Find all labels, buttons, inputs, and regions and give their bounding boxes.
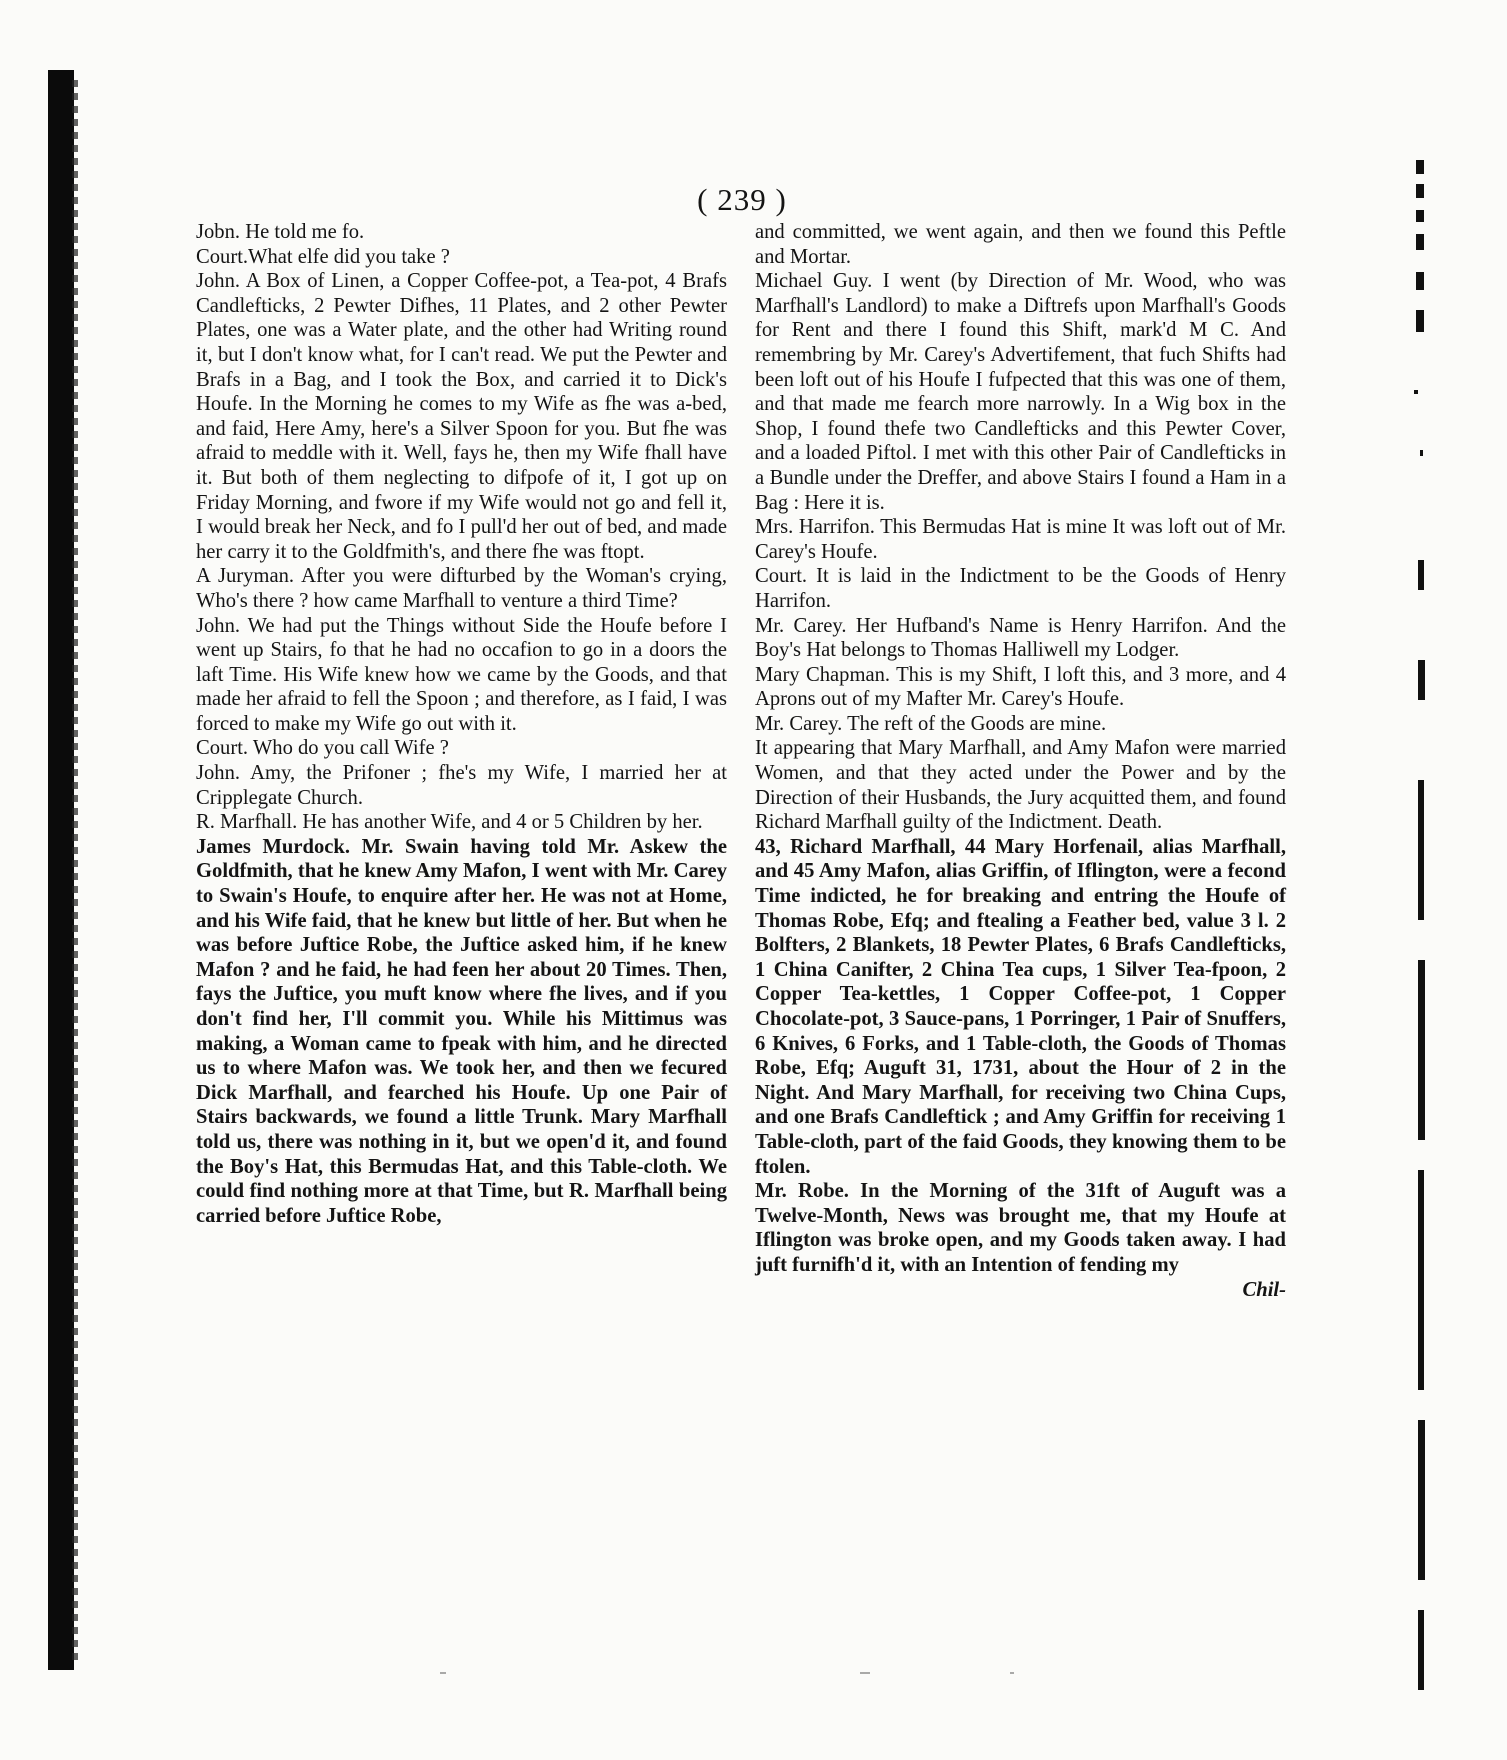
paragraph: John. We had put the Things without Side the Houfe before I went up Stairs, fo that he had no occafion to go in a doors the laft Time. His Wife knew how we came by the Goods, and that made her afraid to fell the Spoon ; and therefore, as I faid, I was forced to make my Wife go out with it.	[196, 614, 727, 735]
right-page-edge	[1410, 160, 1432, 1700]
paragraph: Mr. Carey. Her Hufband's Name is Henry Harrifon. And the Boy's Hat belongs to Thomas Halliwell my Lodger.	[755, 614, 1286, 662]
right-column	[755, 220, 1286, 1302]
paragraph: It appearing that Mary Marfhall, and Amy Mafon were married Women, and that they acted under the Power and by the Direction of their Husbands, the Jury acquitted them, and found Richard Marfhall guilty of the Indictment. Death.	[755, 737, 1286, 834]
speck	[860, 1672, 870, 1674]
paragraph: Mrs. Harrifon. This Bermudas Hat is mine It was loft out of Mr. Carey's Houfe.	[755, 516, 1286, 563]
binding-edge	[72, 80, 78, 1660]
paragraph: A Juryman. After you were difturbed by the Woman's crying, Who's there ? how came Marfhall to venture a third Time?	[196, 565, 727, 612]
left-column	[196, 220, 727, 1228]
paragraph: Court. Who do you call Wife ?	[196, 737, 449, 760]
paragraph: John. Amy, the Prifoner ; fhe's my Wife, I married her at Cripplegate Church.	[196, 762, 727, 809]
speck	[1010, 1672, 1014, 1674]
paragraph: Michael Guy. I went (by Direction of Mr. Wood, who was Marfhall's Landlord) to make a Diftrefs upon Marfhall's Goods for Rent and there I found this Shift, mark'd M C. And remembring by Mr. Carey's Advertifement, that fuch Shifts had been loft out of his Houfe I fufpected that this was one of them, and that made me fearch more narrowly. In a Wig box in the Shop, I found thefe two Candlefticks and this Pewter Cover, and a loaded Piftol. I met with this other Pair of Candlefticks in a Bundle under the Dreffer, and above Stairs I found a Ham in a Bag : Here it is.	[755, 270, 1286, 514]
binding-shadow	[48, 70, 74, 1670]
paragraph: Court. It is laid in the Indictment to be the Goods of Henry Harrifon.	[755, 565, 1286, 612]
paragraph: Court.What elfe did you take ?	[196, 245, 450, 268]
paragraph: and committed, we went again, and then we found this Peftle and Mortar.	[755, 221, 1286, 268]
paragraph: Jobn. He told me fo.	[196, 221, 365, 243]
indictment-paragraph: 43, Richard Marfhall, 44 Mary Horfenail, alias Marfhall, and 45 Amy Mafon, alias Griffin, of Iflington, were a fecond Time indicted, he for breaking and entring the Houfe of Thomas Robe, Efq; and ftealing a Feather bed, value 3 l. 2 Bolfters, 2 Blankets, 18 Pewter Plates, 6 Brafs Candlefticks, 1 China Canifter, 2 China Tea cups, 1 Silver Tea-fpoon, 2 Copper Tea-kettles, 1 Copper Coffee-pot, 1 Copper Chocolate-pot, 3 Sauce-pans, 1 Porringer, 1 Pair of Snuffers, 6 Knives, 6 Forks, and 1 Table-cloth, the Goods of Thomas Robe, Efq; Auguft 31, 1731, about the Hour of 2 in the Night. And Mary Marfhall, for receiving two China Cups, and one Brafs Candleftick ; and Amy Griffin for receiving 1 Table-cloth, part of the faid Goods, they knowing them to be ftolen.	[755, 835, 1286, 1178]
paragraph: James Murdock. Mr. Swain having told Mr. Askew the Goldfmith, that he knew Amy Mafon, I went with Mr. Carey to Swain's Houfe, to enquire after her. He was not at Home, and his Wife faid, that he knew but little of her. But when he was before Juftice Robe, the Juftice asked him, if he knew Mafon ? and he faid, he had feen her about 20 Times. Then, fays the Juftice, you muft know where fhe lives, and if you don't find her, I'll commit you. While his Mittimus was making, a Woman came to fpeak with him, and he directed us to where Mafon was. We took her, and then we fecured Dick Marfhall, and fearched his Houfe. Up one Pair of Stairs backwards, we found a little Trunk. Mary Marfhall told us, there was nothing in it, but we open'd it, and found the Boy's Hat, this Bermudas Hat, and this Table-cloth. We could find nothing more at that Time, but R. Marfhall being carried before Juftice Robe,	[196, 835, 727, 1227]
paragraph: Mary Chapman. This is my Shift, I loft this, and 3 more, and 4 Aprons out of my Mafter Mr. Carey's Houfe.	[755, 663, 1286, 711]
paragraph: Mr. Robe. In the Morning of the 31ft of Auguft was a Twelve-Month, News was brought me, that my Houfe at Iflington was broke open, and my Goods taken away. I had juft furnifh'd it, with an Intention of fending my	[755, 1180, 1286, 1276]
catchword: Chil-	[1242, 1278, 1286, 1301]
paragraph: Mr. Carey. The reft of the Goods are mine.	[755, 712, 1107, 735]
speck	[440, 1672, 446, 1674]
paragraph: John. A Box of Linen, a Copper Coffee-pot, a Tea-pot, 4 Brafs Candlefticks, 2 Pewter Difhes, 11 Plates, and 2 other Pewter Plates, one was a Water plate, and the other had Writing round it, but I don't know what, for I can't read. We put the Pewter and Brafs in a Bag, and I took the Box, and carried it to Dick's Houfe. In the Morning he comes to my Wife as fhe was a-bed, and faid, Here Amy, here's a Silver Spoon for you. But fhe was afraid to meddle with it. Well, fays he, then my Wife fhall have it. But both of them neglecting to difpofe of it, I got up on Friday Morning, and fwore if my Wife would not go and fell it, I would break her Neck, and fo I pull'd her out of bed, and made her carry it to the Goldfmith's, and there fhe was ftopt.	[196, 270, 727, 563]
page-number: ( 239 )	[697, 182, 787, 217]
paragraph: R. Marfhall. He has another Wife, and 4 or 5 Children by her.	[196, 811, 703, 834]
